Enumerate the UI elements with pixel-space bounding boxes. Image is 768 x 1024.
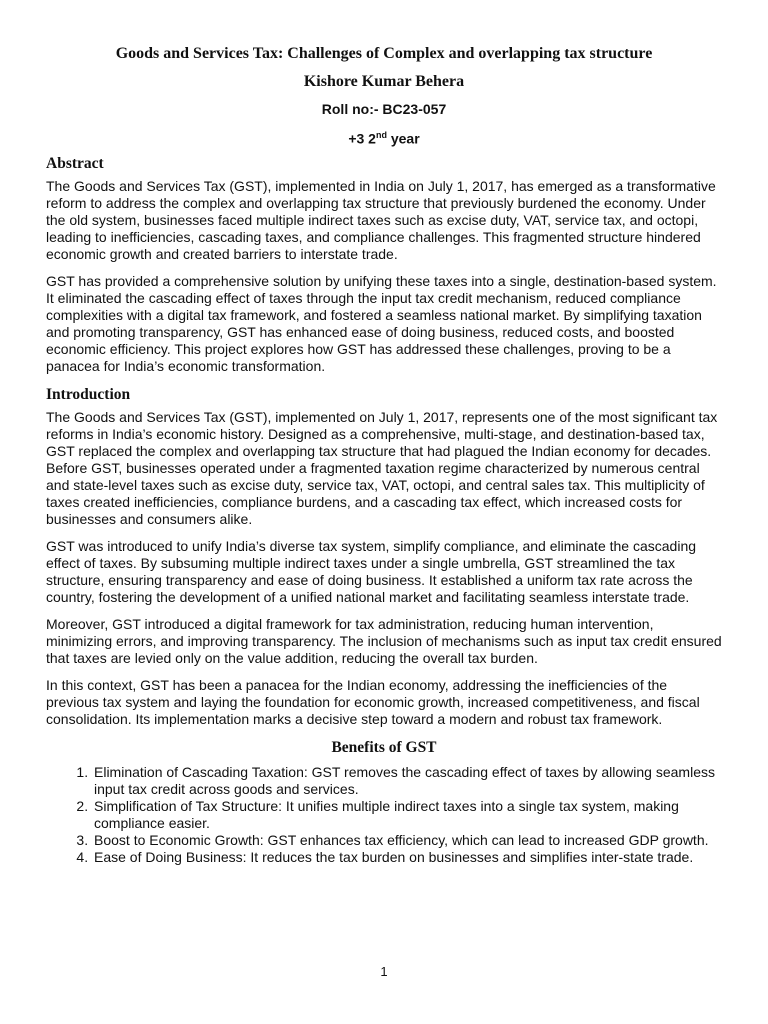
abstract-paragraph: The Goods and Services Tax (GST), implemented in India on July 1, 2017, has emerged as a transformative reform to address the complex and overlapping tax structure that previously burdened the economy. Under the old system, businesses faced multiple indirect taxes such as excise duty, VAT, service tax, and octopi, leading to inefficiencies, cascading taxes, and compliance challenges. This fragmented structure hindered economic growth and created barriers to interstate trade.	[46, 177, 716, 262]
year-prefix: +3 2	[348, 130, 376, 147]
study-year	[46, 126, 722, 148]
introduction-paragraph: The Goods and Services Tax (GST), implemented on July 1, 2017, represents one of the most significant tax reforms in India’s economic history. Designed as a comprehensive, multi-stage, and destination-based tax, GST replaced the complex and overlapping tax structure that had plagued the Indian economy for decades. Before GST, businesses operated under a fragmented taxation regime characterized by numerous central and state-level taxes such as excise duty, service tax, VAT, octopi, and central sales tax. This multiplicity of taxes created inefficiencies, compliance burdens, and a cascading tax effect, which increased costs for businesses and consumers alike.	[46, 408, 718, 527]
page-number: 1	[380, 964, 388, 979]
author-name: Kishore Kumar Behera	[303, 73, 465, 90]
year-suffix: year	[386, 130, 420, 147]
benefit-item: 1. Elimination of Cascading Taxation: GST removes the cascading effect of taxes by allowing seamless input tax credit across goods and services.	[92, 764, 722, 798]
benefit-item: 3. Boost to Economic Growth: GST enhances tax efficiency, which can lead to increased GDP growth.	[92, 832, 722, 849]
benefit-item: 4. Ease of Doing Business: It reduces the tax burden on businesses and simplifies inter-state trade.	[92, 849, 722, 866]
year-superscript: nd	[375, 130, 387, 140]
benefit-item: 2. Simplification of Tax Structure: It unifies multiple indirect taxes into a single tax system, making compliance easier.	[92, 798, 722, 832]
roll-number: Roll no:- BC23-057	[321, 101, 447, 117]
introduction-paragraph: In this context, GST has been a panacea for the Indian economy, addressing the inefficiencies of the previous tax system and laying the foundation for economic growth, increased competitiveness, and fiscal consolidation. Its implementation marks a decisive step toward a modern and robust tax framework.	[46, 676, 700, 727]
introduction-paragraph: GST was introduced to unify India’s diverse tax system, simplify compliance, and eliminate the cascading effect of taxes. By subsuming multiple indirect taxes under a single umbrella, GST streamlined the tax structure, ensuring transparency and ease of doing business. It established a uniform tax rate across the country, fostering the development of a unified national market and facilitating seamless interstate trade.	[46, 537, 697, 605]
benefits-list	[46, 764, 722, 866]
introduction-heading: Introduction	[46, 385, 131, 403]
benefits-heading: Benefits of GST	[331, 738, 437, 756]
document-title: Goods and Services Tax: Challenges of Complex and overlapping tax structure	[115, 45, 653, 62]
abstract-heading: Abstract	[46, 154, 104, 172]
introduction-paragraph: Moreover, GST introduced a digital framework for tax administration, reducing human intervention, minimizing errors, and improving transparency. The inclusion of mechanisms such as input tax credit ensured that taxes are levied only on the value addition, reducing the overall tax burden.	[46, 615, 722, 666]
abstract-paragraph: GST has provided a comprehensive solution by unifying these taxes into a single, destination-based system. It eliminated the cascading effect of taxes through the input tax credit mechanism, reduced compliance complexities with a digital tax framework, and fostered a seamless national market. By simplifying taxation and promoting transparency, GST has enhanced ease of doing business, reduced costs, and boosted economic efficiency. This project explores how GST has addressed these challenges, proving to be a panacea for India’s economic transformation.	[46, 272, 717, 374]
